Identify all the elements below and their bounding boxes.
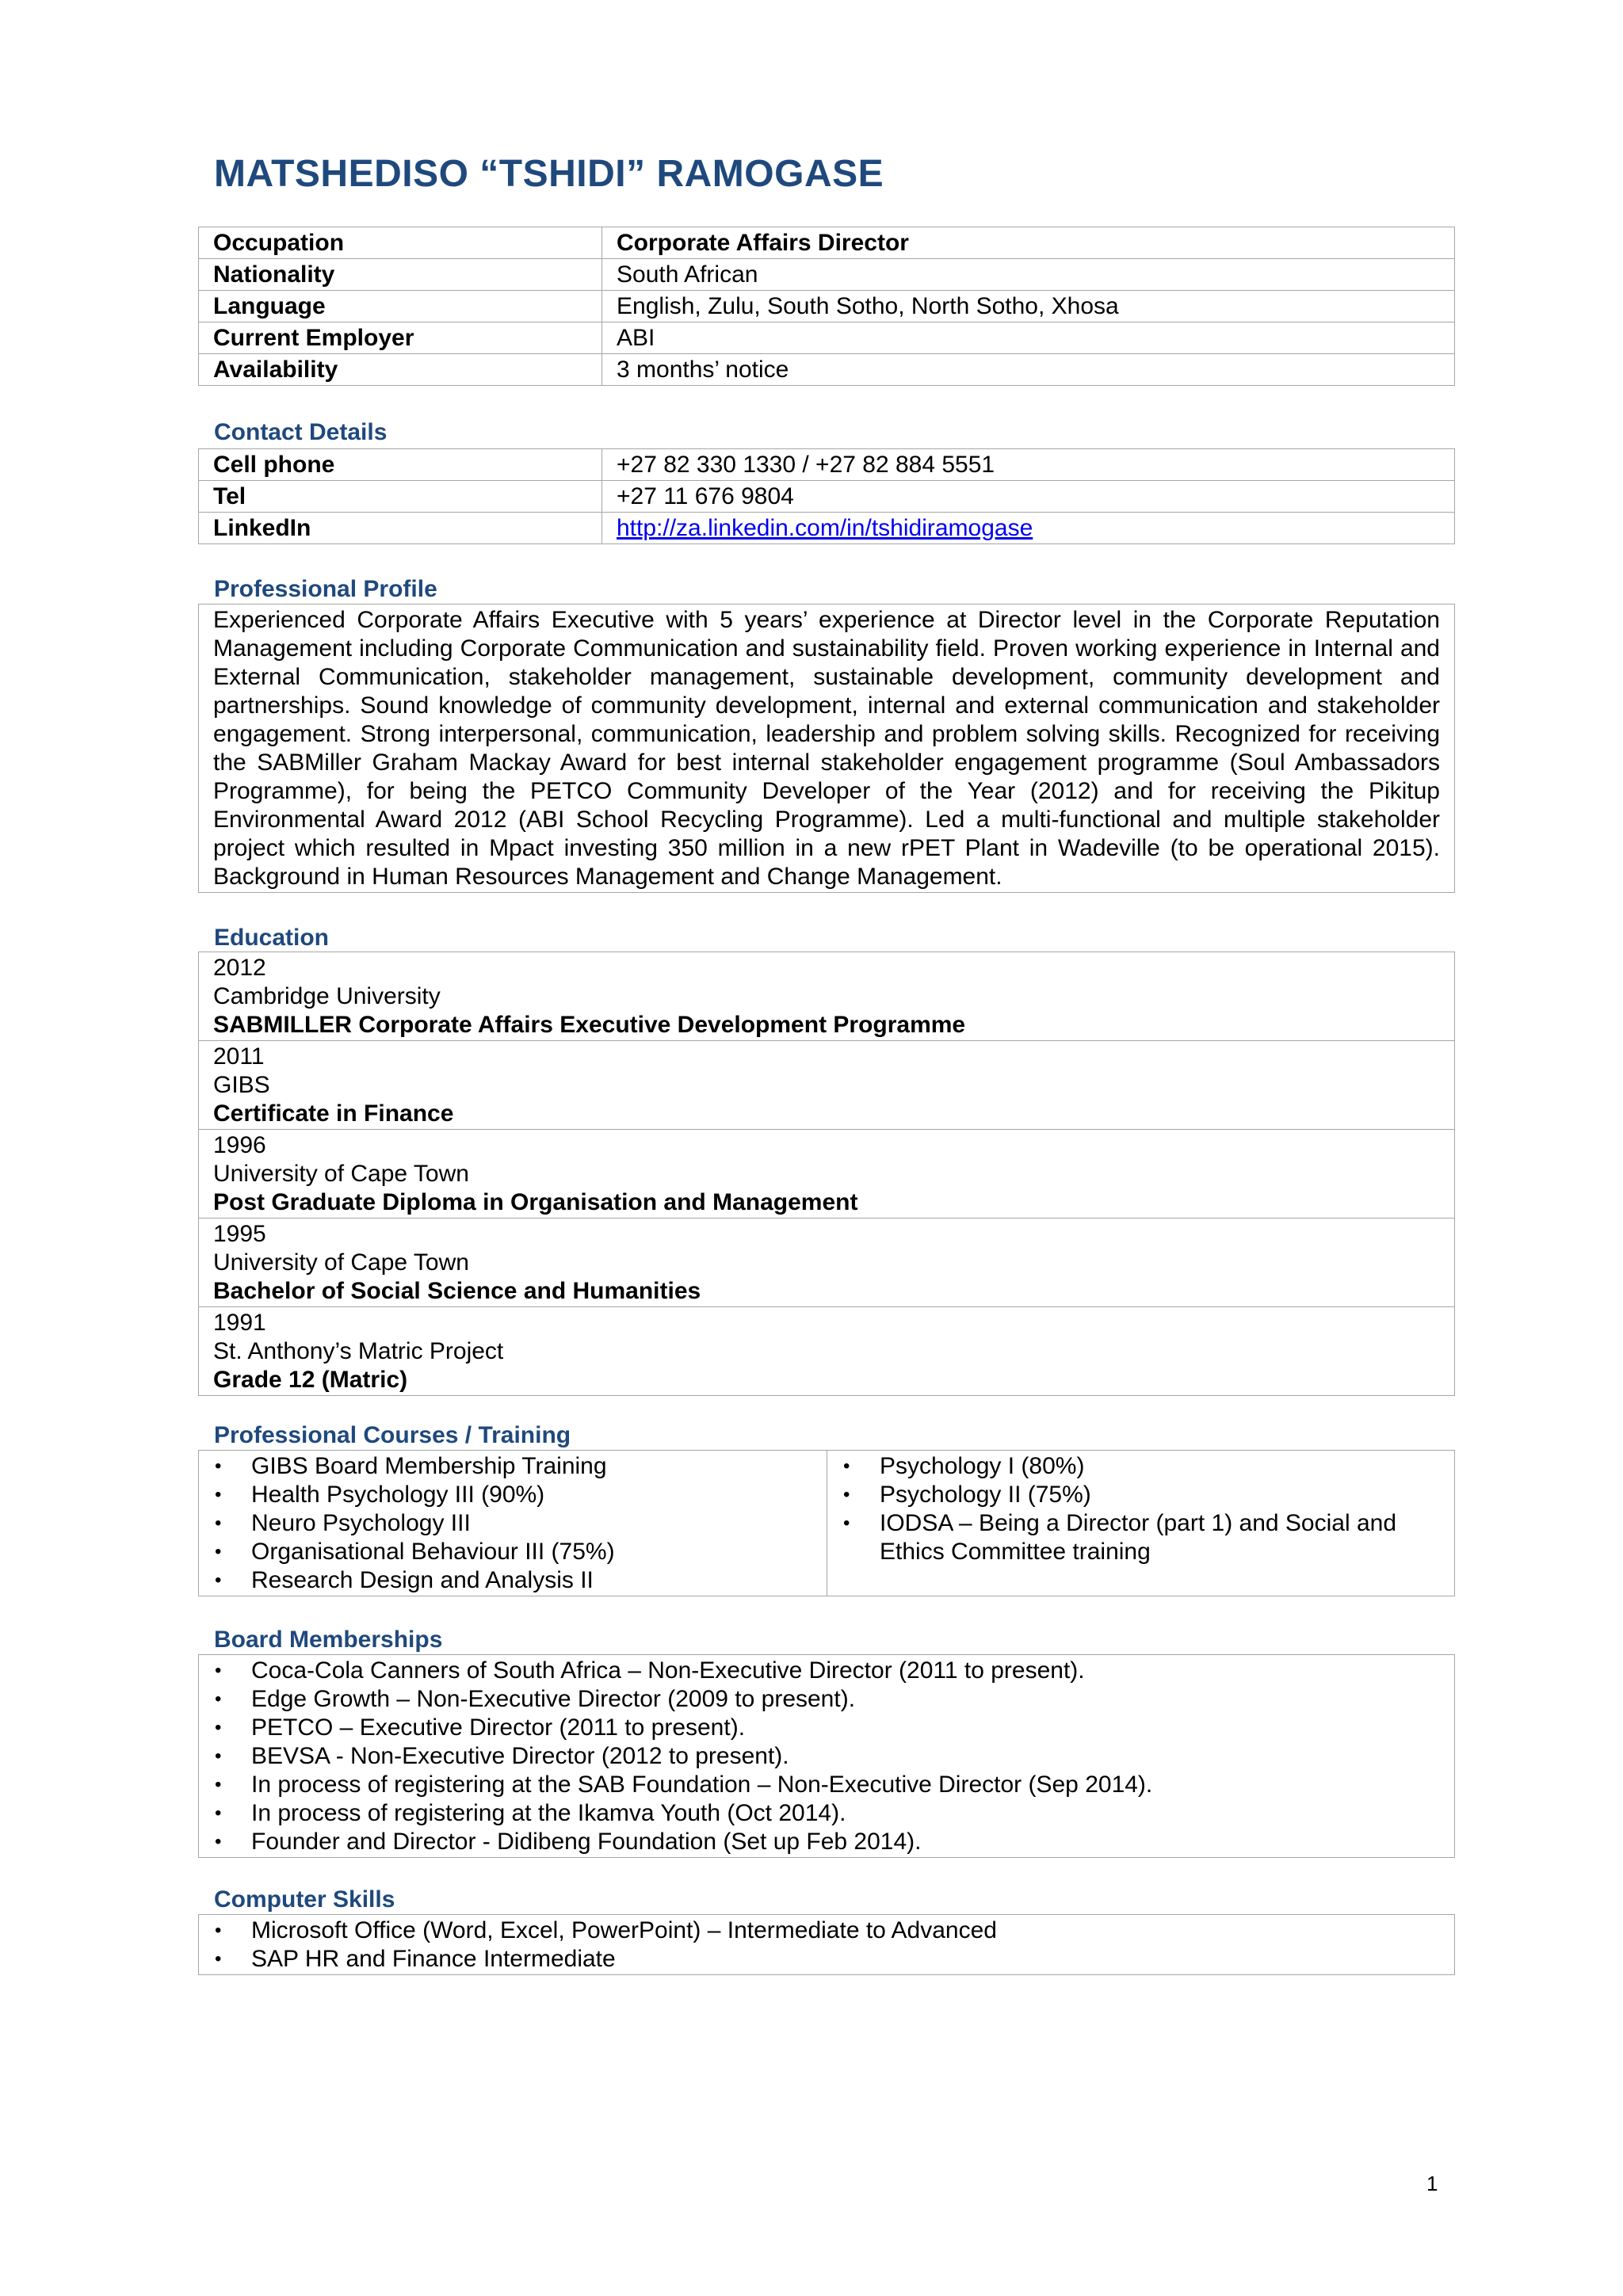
table-row — [199, 1915, 1455, 1975]
table-row — [199, 1451, 1455, 1596]
table-row — [199, 952, 1455, 1041]
linkedin-label: LinkedIn — [199, 513, 602, 544]
professional-profile-table — [198, 604, 1455, 893]
list-item: • Health Psychology III (90%) — [213, 1481, 812, 1509]
tel-value: +27 11 676 9804 — [602, 481, 1455, 513]
education-institution: Cambridge University — [213, 983, 441, 1009]
table-row — [199, 1219, 1455, 1307]
list-item: • Edge Growth – Non-Executive Director (2009 to present). — [213, 1685, 1440, 1714]
table-row — [199, 291, 1455, 322]
education-table — [198, 952, 1455, 1396]
list-item: • Microsoft Office (Word, Excel, PowerPoint) – Intermediate to Advanced — [213, 1917, 1440, 1945]
education-entry — [199, 1130, 1455, 1219]
table-row — [199, 1130, 1455, 1219]
linkedin-link[interactable]: http://za.linkedin.com/in/tshidiramogase — [617, 515, 1033, 541]
list-item: • Coca-Cola Canners of South Africa – Non-Executive Director (2011 to present). — [213, 1657, 1440, 1685]
education-year: 2012 — [213, 955, 266, 981]
page-number: 1 — [1426, 2172, 1438, 2195]
page-title: MATSHEDISO “TSHIDI” RAMOGASE — [214, 153, 884, 195]
list-item: • Psychology I (80%) — [842, 1452, 1440, 1481]
table-row — [199, 481, 1455, 513]
education-qualification: Post Graduate Diploma in Organisation and Management — [213, 1189, 858, 1215]
nationality-value: South African — [602, 259, 1455, 291]
courses-right-column — [827, 1451, 1455, 1596]
education-institution: University of Cape Town — [213, 1161, 469, 1187]
linkedin-cell — [602, 513, 1455, 544]
board-memberships-table — [198, 1654, 1455, 1858]
list-item: • In process of registering at the Ikamva Youth (Oct 2014). — [213, 1799, 1440, 1828]
board-memberships-heading: Board Memberships — [214, 1627, 443, 1653]
education-qualification: Grade 12 (Matric) — [213, 1367, 408, 1393]
education-institution: St. Anthony’s Matric Project — [213, 1338, 504, 1364]
education-year: 1995 — [213, 1221, 266, 1247]
education-qualification: Certificate in Finance — [213, 1100, 454, 1127]
tel-label: Tel — [199, 481, 602, 513]
education-year: 1996 — [213, 1132, 266, 1158]
education-entry — [199, 952, 1455, 1041]
education-year: 1991 — [213, 1310, 266, 1336]
list-item: • Psychology II (75%) — [842, 1481, 1440, 1509]
availability-label: Availability — [199, 354, 602, 386]
computer-skills-heading: Computer Skills — [214, 1886, 395, 1913]
table-row — [199, 1655, 1455, 1858]
table-row — [199, 513, 1455, 544]
list-item: • Founder and Director - Didibeng Foundation (Set up Feb 2014). — [213, 1828, 1440, 1856]
current-employer-value: ABI — [602, 322, 1455, 354]
cell-phone-label: Cell phone — [199, 449, 602, 481]
availability-value: 3 months’ notice — [602, 354, 1455, 386]
profile-text: Experienced Corporate Affairs Executive with 5 years’ experience at Director level in the Corporate Reputation Management including Corporate Communication and sustainability field. Proven working experience in Internal and External Communication, stakeholder management, sustainable development, community development and partnerships. Sound knowledge of community development, internal and external communication and stakeholder engagement. Strong interpersonal, communication, leadership and problem solving skills. Recognized for receiving the SABMiller Graham Mackay Award for best internal stakeholder engagement programme (Soul Ambassadors Programme), for being the PETCO Community Developer of the Year (2012) and for receiving the Pikitup Environmental Award 2012 (ABI School Recycling Programme). Led a multi-functional and multiple stakeholder project which resulted in Mpact investing 350 million in a new rPET Plant in Wadeville (to be operational 2015). Background in Human Resources Management and Change Management. — [213, 607, 1440, 890]
education-entry — [199, 1219, 1455, 1307]
list-item: • Organisational Behaviour III (75%) — [213, 1538, 812, 1566]
current-employer-label: Current Employer — [199, 322, 602, 354]
list-item: • Research Design and Analysis II — [213, 1566, 812, 1595]
education-heading: Education — [214, 925, 330, 951]
education-institution: GIBS — [213, 1072, 270, 1098]
computer-skills-cell — [199, 1915, 1455, 1975]
table-row — [199, 449, 1455, 481]
personal-details-table — [198, 227, 1455, 386]
list-item: • SAP HR and Finance Intermediate — [213, 1945, 1440, 1974]
list-item: • Neuro Psychology III — [213, 1509, 812, 1538]
language-label: Language — [199, 291, 602, 322]
courses-left-list — [213, 1452, 812, 1595]
language-value: English, Zulu, South Sotho, North Sotho, Xhosa — [602, 291, 1455, 322]
education-institution: University of Cape Town — [213, 1249, 469, 1276]
education-qualification: SABMILLER Corporate Affairs Executive Development Programme — [213, 1012, 966, 1038]
computer-skills-table — [198, 1914, 1455, 1975]
table-row — [199, 354, 1455, 386]
education-qualification: Bachelor of Social Science and Humanities — [213, 1278, 701, 1304]
occupation-label: Occupation — [199, 227, 602, 259]
list-item: • In process of registering at the SAB Foundation – Non-Executive Director (Sep 2014). — [213, 1771, 1440, 1799]
contact-details-heading: Contact Details — [214, 419, 388, 445]
nationality-label: Nationality — [199, 259, 602, 291]
list-item: • IODSA – Being a Director (part 1) and Social and Ethics Committee training — [842, 1509, 1440, 1566]
education-year: 2011 — [213, 1043, 265, 1070]
table-row — [199, 259, 1455, 291]
table-row — [199, 605, 1455, 893]
education-entry — [199, 1307, 1455, 1396]
table-row — [199, 322, 1455, 354]
profile-cell — [199, 605, 1455, 893]
education-entry — [199, 1041, 1455, 1130]
table-row — [199, 1041, 1455, 1130]
courses-table — [198, 1450, 1455, 1596]
list-item: • PETCO – Executive Director (2011 to present). — [213, 1714, 1440, 1742]
board-memberships-list — [213, 1657, 1440, 1856]
table-row — [199, 1307, 1455, 1396]
list-item: • GIBS Board Membership Training — [213, 1452, 812, 1481]
list-item: • BEVSA - Non-Executive Director (2012 to present). — [213, 1742, 1440, 1771]
courses-heading: Professional Courses / Training — [214, 1422, 571, 1448]
courses-left-column — [199, 1451, 827, 1596]
contact-details-table — [198, 448, 1455, 544]
occupation-value: Corporate Affairs Director — [602, 227, 1455, 259]
professional-profile-heading: Professional Profile — [214, 576, 437, 602]
table-row — [199, 227, 1455, 259]
computer-skills-list — [213, 1917, 1440, 1974]
board-memberships-cell — [199, 1655, 1455, 1858]
cell-phone-value: +27 82 330 1330 / +27 82 884 5551 — [602, 449, 1455, 481]
courses-right-list — [842, 1452, 1440, 1566]
